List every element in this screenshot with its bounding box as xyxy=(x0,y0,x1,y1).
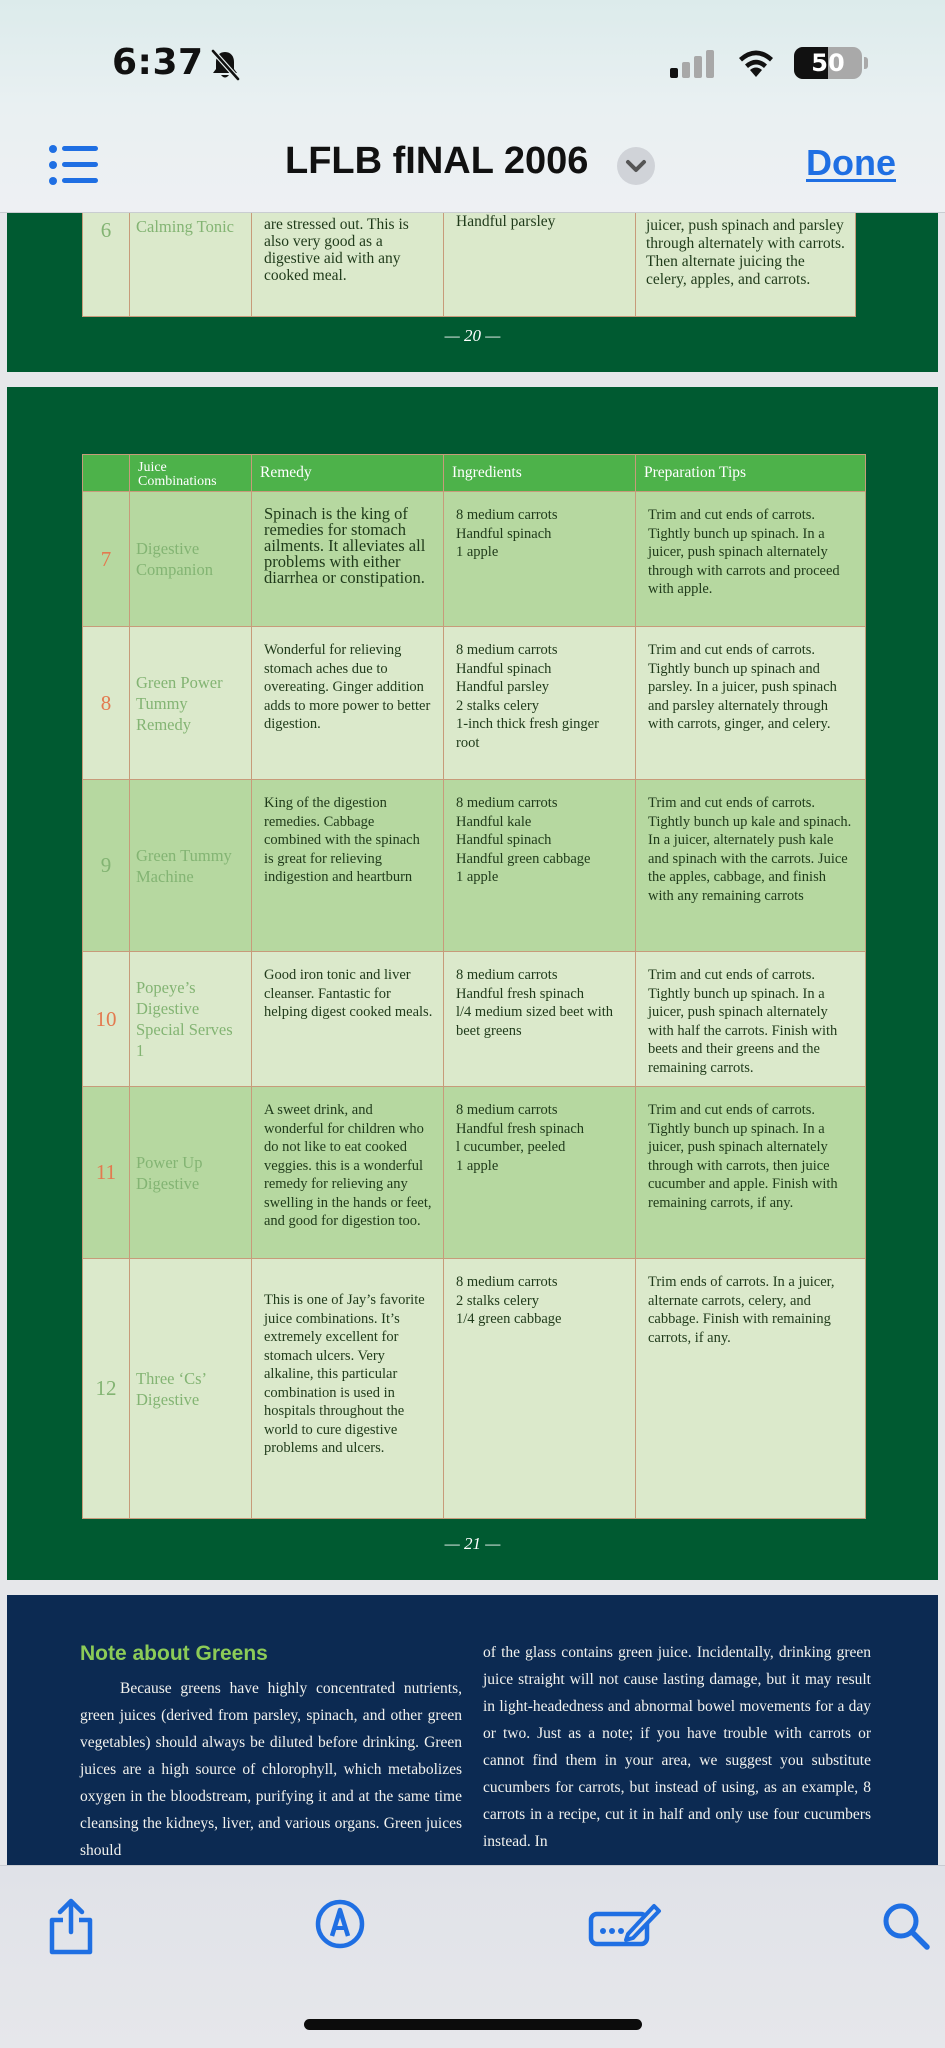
wifi-icon xyxy=(736,48,776,78)
ingredient-item: 8 medium carrots xyxy=(456,967,558,983)
ingredient-item: 1 apple xyxy=(456,869,499,885)
battery-tip xyxy=(864,57,868,69)
table-of-contents-icon[interactable] xyxy=(48,144,100,186)
ingredients-list xyxy=(444,1087,636,1259)
ingredient-item: 8 medium carrots xyxy=(456,642,558,658)
battery-icon xyxy=(794,47,862,79)
ingredient-item: l/4 medium sized beet with beet greens xyxy=(456,1004,614,1039)
ingredient-item: 1 apple xyxy=(456,1157,499,1174)
ingredient-item: Handful green cabbage xyxy=(456,850,591,867)
pdf-page-21 xyxy=(7,387,938,1580)
ingredient-item: Handful spinach xyxy=(456,832,552,848)
juice-name: Green Tummy Machine xyxy=(130,780,252,952)
row-number: 12 xyxy=(83,1259,130,1519)
ingredient-item: 2 stalks celery xyxy=(456,697,539,714)
remedy-text: King of the digestion remedies. Cabbage combined with the spinach is great for relieving indigestion and heartburn xyxy=(252,780,444,952)
pdf-page-22 xyxy=(7,1595,938,1895)
table-row xyxy=(83,780,866,952)
status-time: 6:37 xyxy=(112,42,204,83)
ingredient-item: 8 medium carrots xyxy=(456,1274,558,1290)
ingredients-list xyxy=(444,780,636,952)
ingredients-list xyxy=(444,952,636,1087)
header-number xyxy=(83,455,130,492)
ingredient-item: Handful fresh spinach xyxy=(456,985,585,1002)
ingredient-item: Handful kale xyxy=(456,813,532,830)
table-row xyxy=(83,952,866,1087)
ingredient-item: 8 medium carrots xyxy=(456,795,558,811)
prep-tips: Trim and cut ends of carrots. Tightly bunch up spinach. In a juicer, push spinach alternately through with carrots and proceed with apple. xyxy=(636,492,866,627)
body-paragraph: of the glass contains green juice. Incidentally, drinking green juice straight will not cause lasting damage, but it may result in light-headedness and abnormal bowel movements for a day or two. Just as a note; if you have trouble with carrots or cannot find them in your area, we suggest you substitute cucumbers for carrots, but instead of using, as an example, 8 carrots in a recipe, cut it in half and only use four cucumbers instead. In xyxy=(483,1644,871,1850)
battery-level: 50 xyxy=(811,49,845,77)
right-column xyxy=(483,1639,871,1855)
table-row xyxy=(83,1087,866,1259)
juice-name: Green Power Tummy Remedy xyxy=(130,627,252,780)
prep-tips: Trim and cut ends of carrots. Tightly bunch up spinach. In a juicer, push spinach alternately with half the carrots. Finish with beets and their greens and the remaining carrots. xyxy=(636,952,866,1087)
juice-name: Three ‘Cs’ Digestive xyxy=(130,1259,252,1519)
row-number: 9 xyxy=(83,780,130,952)
title-menu-button[interactable] xyxy=(617,147,655,185)
chevron-down-icon xyxy=(617,147,655,185)
ingredient-item: 1 apple xyxy=(456,544,499,560)
prep-tips: Trim ends of carrots. In a juicer, alternate carrots, celery, and cabbage. Finish with remaining carrots, if any. xyxy=(636,1259,866,1519)
markup-icon[interactable] xyxy=(314,1898,366,1950)
ingredient-item: Handful spinach xyxy=(456,660,552,677)
remedy-text: A sweet drink, and wonderful for children who do not like to eat cooked veggies. this is a wonderful remedy for relieving any swelling in the hands or feet, and good for digestion too. xyxy=(252,1087,444,1259)
header-juice-combinations: Juice Combinations xyxy=(130,455,252,492)
done-button[interactable]: Done xyxy=(806,142,896,183)
row-number: 8 xyxy=(83,627,130,780)
table-row xyxy=(83,1259,866,1519)
prep-tips: Trim and cut ends of carrots. Tightly bunch up spinach. In a juicer, push spinach alternately through with carrots, then juice cucumber and apple. Finish with remaining carrots, if any. xyxy=(636,1087,866,1259)
form-fill-icon[interactable] xyxy=(588,1898,662,1950)
header-remedy: Remedy xyxy=(252,455,444,492)
remedy-text: are stressed out. This is also very good as a digestive aid with any cooked meal. xyxy=(252,151,444,317)
ingredient-item: Handful fresh spinach xyxy=(456,1120,585,1137)
ingredient-item: 2 stalks celery xyxy=(456,1292,539,1309)
ingredient-item: 8 medium carrots xyxy=(456,1102,558,1118)
search-icon[interactable] xyxy=(880,1900,932,1952)
left-column xyxy=(80,1639,462,1864)
remedy-text: Wonderful for relieving stomach aches due to overeating. Ginger addition adds to more power to better digestion. xyxy=(252,627,444,780)
row-number: 6 xyxy=(83,151,130,317)
bell-slash-icon xyxy=(208,48,242,82)
navigation-header xyxy=(0,0,945,213)
juice-table-page-21 xyxy=(82,454,866,1519)
juice-name: Popeye’s Digestive Special Serves 1 xyxy=(130,952,252,1087)
table-row xyxy=(83,492,866,627)
row-number: 7 xyxy=(83,492,130,627)
juice-name: Digestive Companion xyxy=(130,492,252,627)
ingredients-list xyxy=(444,1259,636,1519)
header-ingredients: Ingredients xyxy=(444,455,636,492)
section-title: Note about Greens xyxy=(80,1642,268,1665)
share-icon[interactable] xyxy=(46,1898,96,1956)
juice-name: Power Up Digestive xyxy=(130,1087,252,1259)
prep-tips: Trim and cut ends of carrots. Tightly bunch up spinach and parsley. In a juicer, push spinach and parsley alternately through with carrots, ginger, and celery. xyxy=(636,627,866,780)
ingredients-list xyxy=(444,492,636,627)
ingredient-item: 1-inch thick fresh ginger root xyxy=(456,716,599,751)
ingredients-list xyxy=(444,627,636,780)
remedy-content: Spinach is the king of remedies for stomach ailments. It alleviates all problems with either diarrhea or constipation. xyxy=(264,504,426,587)
page-number: — 20 — xyxy=(444,326,501,345)
ingredient-item: Handful parsley xyxy=(456,213,556,230)
row-number: 11 xyxy=(83,1087,130,1259)
table-header-row xyxy=(83,455,866,492)
row-number: 10 xyxy=(83,952,130,1087)
body-paragraph: Because greens have highly concentrated nutrients, green juices (derived from parsley, spinach, and other green vegetables) should always be diluted before drinking. Green juices are a high source of chlorophyll, which metabolizes oxygen in the bloodstream, purifying it and at the same time cleansing the kidneys, liver, and various organs. Green juices should xyxy=(80,1680,462,1859)
remedy-text xyxy=(252,492,444,627)
home-indicator[interactable] xyxy=(304,2019,642,2030)
page-number: — 21 — xyxy=(444,1534,501,1553)
header-preparation-tips: Preparation Tips xyxy=(636,455,866,492)
juice-name: Calming Tonic xyxy=(130,151,252,317)
remedy-text: This is one of Jay’s favorite juice combinations. It’s extremely excellent for stomach ulcers. Very alkaline, this particular combination is used in hospitals throughout the world to cure digestive problems and ulcers. xyxy=(252,1259,444,1519)
cellular-signal-icon xyxy=(668,50,718,78)
ingredient-item: 1/4 green cabbage xyxy=(456,1311,562,1327)
ingredient-item: l cucumber, peeled xyxy=(456,1139,566,1155)
prep-tips: juicer, push spinach and parsley through alternately with carrots. Then alternate juicing the celery, apples, and carrots. xyxy=(636,151,856,317)
document-title[interactable]: LFLB fINAL 2006 xyxy=(285,140,589,182)
prep-tips: Trim and cut ends of carrots. Tightly bunch up kale and spinach. In a juicer, alternately push kale and spinach with the carrots. Juice the apples, cabbage, and finish with any remaining carrots xyxy=(636,780,866,952)
ingredient-item: Handful parsley xyxy=(456,679,550,695)
ingredient-item: 8 medium carrots xyxy=(456,507,558,523)
remedy-text: Good iron tonic and liver cleanser. Fantastic for helping digest cooked meals. xyxy=(252,952,444,1087)
table-row xyxy=(83,627,866,780)
ingredient-item: Handful spinach xyxy=(456,525,552,542)
